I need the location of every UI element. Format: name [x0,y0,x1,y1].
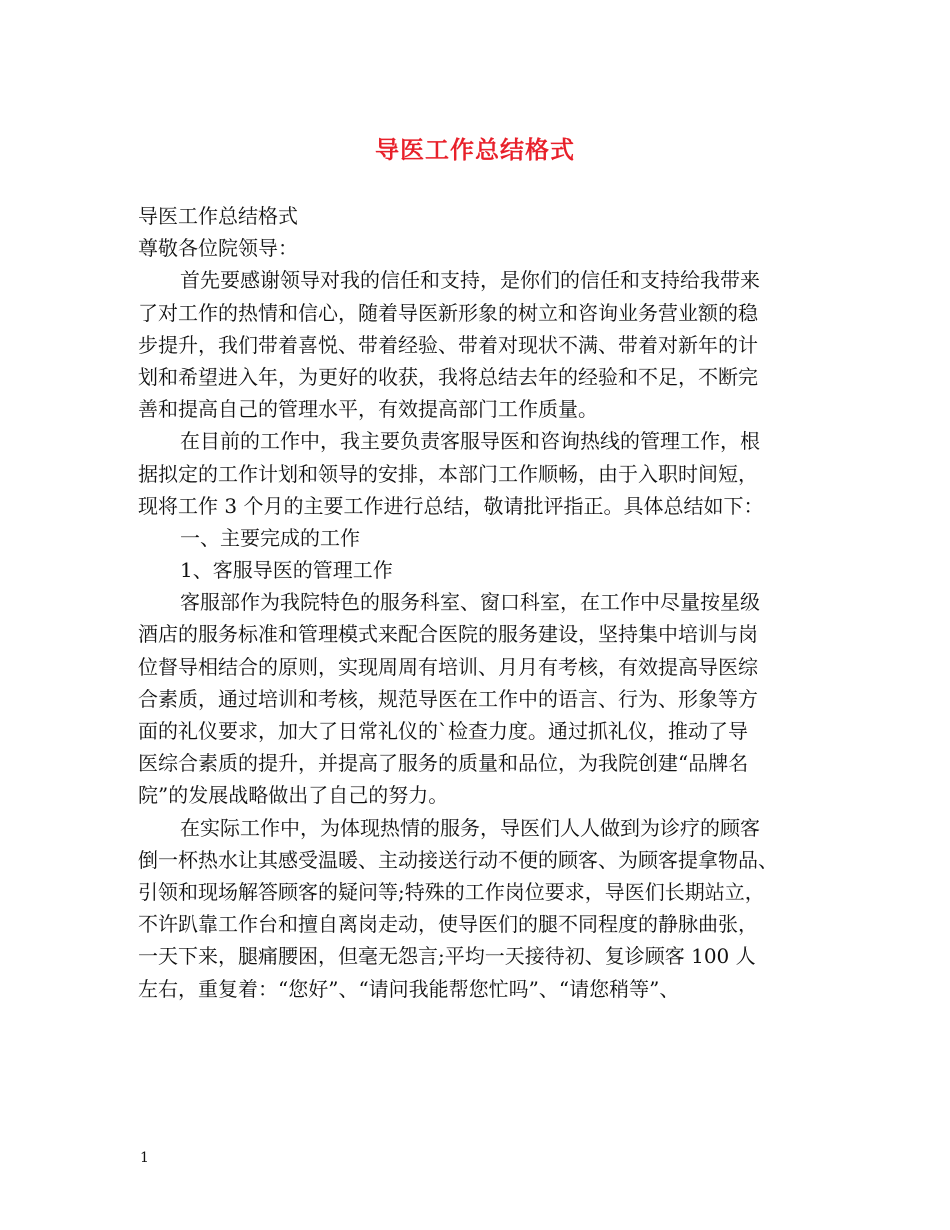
body-line: 合素质，通过培训和考核，规范导医在工作中的语言、行为、形象等方 [138,686,758,711]
body-line: 客服部作为我院特色的服务科室、窗口科室，在工作中尽量按星级 [180,590,760,615]
body-line: 引领和现场解答顾客的疑问等;特殊的工作岗位要求，导医们长期站立， [138,879,765,904]
body-line: 一天下来，腿痛腰困，但毫无怨言;平均一天接待初、复诊顾客 100 人 [138,944,756,969]
page-number: 1 [140,1150,149,1166]
body-line: 善和提高自己的管理水平，有效提高部门工作质量。 [138,397,598,422]
body-line: 一、主要完成的工作 [180,525,360,550]
body-line: 倒一杯热水让其感受温暖、主动接送行动不便的顾客、为顾客提拿物品、 [138,847,778,872]
body-line: 不许趴靠工作台和擅自离岗走动，使导医们的腿不同程度的静脉曲张， [138,912,758,937]
body-line: 在实际工作中，为体现热情的服务，导医们人人做到为诊疗的顾客 [180,815,760,840]
document-body [138,200,818,1005]
body-line: 酒店的服务标准和管理模式来配合医院的服务建设，坚持集中培训与岗 [138,622,758,647]
body-line: 据拟定的工作计划和领导的安排，本部门工作顺畅，由于入职时间短， [138,461,758,486]
body-line: 左右，重复着：“您好”、“请问我能帮您忙吗”、“请您稍等”、 [138,976,680,1001]
body-line: 了对工作的热情和信心，随着导医新形象的树立和咨询业务营业额的稳 [138,300,758,325]
body-line: 位督导相结合的原则，实现周周有培训、月月有考核，有效提高导医综 [138,654,758,679]
body-line: 划和希望进入年，为更好的收获，我将总结去年的经验和不足，不断完 [138,364,758,389]
body-line: 院”的发展战略做出了自己的努力。 [138,783,449,808]
body-line: 首先要感谢领导对我的信任和支持，是你们的信任和支持给我带来 [180,268,760,293]
body-line: 现将工作 3 个月的主要工作进行总结，敬请批评指正。具体总结如下： [138,493,764,518]
body-line: 面的礼仪要求，加大了日常礼仪的`检查力度。通过抓礼仪，推动了导 [138,719,748,743]
body-line: 医综合素质的提升，并提高了服务的质量和品位，为我院创建“品牌名 [138,751,749,776]
body-line: 导医工作总结格式 [138,204,298,228]
body-line: 1、客服导医的管理工作 [180,558,393,583]
body-line: 步提升，我们带着喜悦、带着经验、带着对现状不满、带着对新年的计 [138,332,758,357]
document-title: 导医工作总结格式 [375,135,575,164]
body-line: 尊敬各位院领导： [138,236,298,261]
body-line: 在目前的工作中，我主要负责客服导医和咨询热线的管理工作，根 [180,429,760,454]
